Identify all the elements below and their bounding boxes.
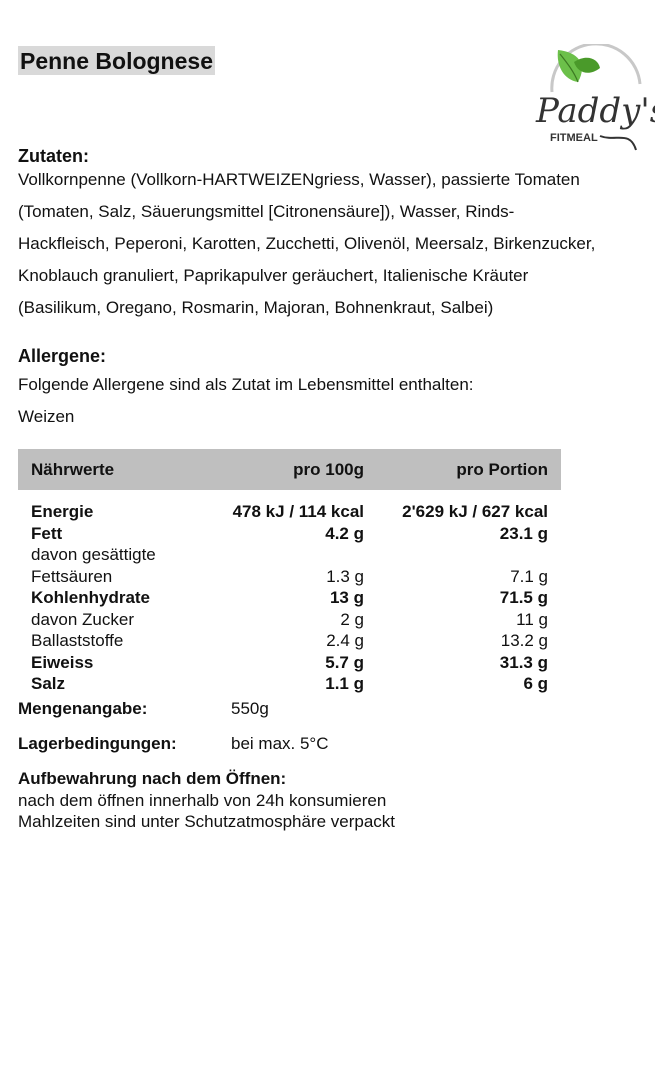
mengenangabe-row bbox=[18, 699, 269, 719]
nutrient-per100: 2.4 g bbox=[326, 631, 364, 650]
nutrient-per100: 13 g bbox=[329, 588, 364, 607]
nutrient-per100: 1.3 g bbox=[326, 566, 364, 586]
nutrient-label: davon gesättigte bbox=[31, 545, 156, 564]
ingredients-line: Hackfleisch, Peperoni, Karotten, Zucchetti, Olivenöl, Meersalz, Birkenzucker, bbox=[18, 234, 596, 253]
nutrient-portion: 31.3 g bbox=[499, 652, 548, 672]
nutrient-label: Fett bbox=[31, 523, 63, 543]
page-title: Penne Bolognese bbox=[20, 48, 213, 74]
header-pro-portion: pro Portion bbox=[364, 449, 561, 490]
nutrient-per100: 478 kJ / 114 kcal bbox=[232, 502, 364, 521]
aufbewahrung-section bbox=[18, 768, 395, 833]
nutrient-label: Fettsäuren bbox=[31, 566, 113, 586]
nutrient-portion: 13.2 g bbox=[500, 631, 548, 650]
nutrition-table bbox=[18, 449, 561, 695]
table-row bbox=[18, 523, 561, 545]
table-row bbox=[18, 587, 561, 609]
nutrition-header-row bbox=[18, 449, 561, 490]
table-row bbox=[18, 630, 561, 652]
nutrient-label: davon Zucker bbox=[31, 609, 134, 629]
mengenangabe-value: 550g bbox=[231, 699, 269, 718]
brand-logo bbox=[530, 44, 655, 162]
ingredients-list bbox=[18, 164, 658, 324]
nutrient-per100: 2 g bbox=[340, 609, 364, 629]
nutrient-per100: 4.2 g bbox=[325, 523, 364, 543]
table-row bbox=[18, 544, 561, 566]
aufbewahrung-heading: Aufbewahrung nach dem Öffnen: bbox=[18, 769, 287, 788]
allergene-text bbox=[18, 369, 658, 433]
lagerbedingungen-row bbox=[18, 734, 329, 754]
nutrient-label: Ballaststoffe bbox=[31, 631, 124, 650]
nutrient-label: Eiweiss bbox=[31, 652, 94, 672]
nutrient-portion: 7.1 g bbox=[510, 566, 548, 586]
aufbewahrung-line: nach dem öffnen innerhalb von 24h konsumieren bbox=[18, 790, 387, 810]
allergene-line: Weizen bbox=[18, 407, 75, 426]
svg-text:Paddy's: Paddy's bbox=[536, 91, 655, 131]
table-row bbox=[18, 501, 561, 523]
nutrient-portion: 11 g bbox=[516, 609, 548, 629]
nutrient-per100: 1.1 g bbox=[325, 674, 364, 693]
nutrient-label: Salz bbox=[31, 674, 66, 693]
table-row bbox=[18, 566, 561, 588]
nutrient-label: Energie bbox=[31, 502, 94, 521]
ingredients-line: (Basilikum, Oregano, Rosmarin, Majoran, Bohnenkraut, Salbei) bbox=[18, 298, 494, 317]
nutrient-label: Kohlenhydrate bbox=[31, 588, 151, 607]
mengenangabe-label: Mengenangabe: bbox=[18, 699, 148, 718]
ingredients-line: Vollkornpenne (Vollkorn-HARTWEIZENgriess, Wasser), passierte Tomaten bbox=[18, 170, 580, 189]
nutrient-portion: 6 g bbox=[523, 674, 548, 693]
lagerbedingungen-label: Lagerbedingungen: bbox=[18, 734, 177, 753]
nutrient-portion bbox=[364, 544, 561, 566]
ingredients-line: (Tomaten, Salz, Säuerungsmittel [Citronensäure]), Wasser, Rinds- bbox=[18, 202, 515, 221]
header-naehrwerte: Nährwerte bbox=[18, 449, 201, 490]
nutrient-per100: 5.7 g bbox=[325, 652, 364, 672]
nutrient-per100 bbox=[201, 544, 364, 566]
allergene-line: Folgende Allergene sind als Zutat im Lebensmittel enthalten: bbox=[18, 375, 474, 394]
table-row bbox=[18, 609, 561, 631]
nutrient-portion: 23.1 g bbox=[499, 523, 548, 543]
table-row bbox=[18, 652, 561, 674]
aufbewahrung-line: Mahlzeiten sind unter Schutzatmosphäre verpackt bbox=[18, 812, 396, 831]
zutaten-heading: Zutaten: bbox=[18, 146, 89, 166]
header-pro-100g: pro 100g bbox=[201, 449, 364, 490]
nutrient-portion: 71.5 g bbox=[499, 588, 548, 607]
svg-text:FITMEAL: FITMEAL bbox=[550, 132, 598, 144]
nutrient-portion: 2'629 kJ / 627 kcal bbox=[402, 502, 548, 521]
ingredients-line: Knoblauch granuliert, Paprikapulver geräuchert, Italienische Kräuter bbox=[18, 266, 529, 285]
table-row bbox=[18, 673, 561, 695]
allergene-heading: Allergene: bbox=[18, 346, 107, 366]
lagerbedingungen-value: bei max. 5°C bbox=[231, 734, 329, 753]
